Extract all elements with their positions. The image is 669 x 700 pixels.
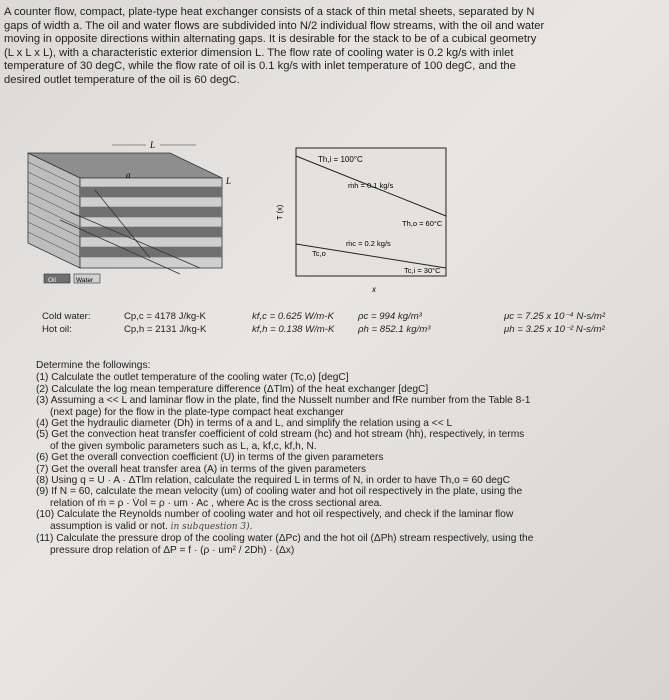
task-text: (11) Calculate the pressure drop of the cooling water (ΔPc) and the hot oil (ΔPh) stream respectively, using the (36, 533, 534, 545)
task-item (36, 452, 666, 463)
task-item (36, 372, 666, 383)
task-continuation: relation of ṁ = ρ · V̇ol = ρ · um · Ac , where Ac is the cross sectional area. (50, 497, 383, 509)
plate-stack (28, 153, 222, 274)
task-text-continued (36, 521, 666, 533)
figure-drawing (0, 128, 669, 296)
hot-outlet-label: Th,o = 60°C (402, 219, 443, 228)
hot-k: kf,h = 0.138 W/m-K (252, 324, 335, 335)
task-text: (7) Get the overall heat transfer area (A) in terms of the given parameters (36, 463, 367, 475)
property-table (42, 310, 662, 336)
cold-rho: ρc = 994 kg/m³ (358, 311, 422, 322)
task-text: (6) Get the overall convection coefficient (U) in terms of the given parameters (36, 452, 384, 464)
hot-flow-label: ṁh = 0.1 kg/s (348, 181, 394, 190)
task-item (36, 395, 666, 418)
cold-label: Cold water: (42, 311, 91, 322)
problem-statement (4, 6, 664, 88)
cold-outlet-label: Tc,o (312, 249, 326, 258)
task-text: (1) Calculate the outlet temperature of the cooling water (Tc,o) [degC] (36, 372, 349, 384)
hot-inlet-label: Th,i = 100°C (318, 155, 363, 164)
task-item (36, 418, 666, 429)
task-text: (3) Assuming a << L and laminar flow in the plate, find the Nusselt number and fRe number from the Table 8-1 (36, 395, 531, 407)
task-text-continued (36, 441, 666, 452)
figure (0, 128, 669, 296)
hot-label: Hot oil: (42, 324, 72, 335)
temperature-plot (275, 148, 446, 294)
task-text: (2) Calculate the log mean temperature difference (ΔTlm) of the heat exchanger [degC] (36, 383, 429, 395)
task-item (36, 429, 666, 452)
hot-oil-row (42, 323, 662, 336)
statement-line: A counter flow, compact, plate-type heat exchanger consists of a stack of thin metal sheets, separated by N (4, 6, 535, 18)
plot-ylabel: T (x) (275, 204, 284, 220)
task-item (36, 464, 666, 475)
statement-line: temperature of 30 degC, while the flow rate of oil is 0.1 kg/s with inlet temperature of 100 degC, and the (4, 60, 516, 73)
dim-L-side: L (226, 176, 232, 186)
task-heading: Determine the followings: (36, 360, 151, 371)
handwritten-note: in subquestion 3). (170, 521, 253, 532)
task-continuation: of the given symbolic parameters such as L, a, kf,c, kf,h, N. (50, 440, 317, 452)
task-text: (8) Using q = U · A · ΔTlm relation, calculate the required L in terms of N, in order to have Th,o = 60 degC (36, 475, 510, 487)
legend-oil: Oil (48, 277, 56, 284)
cold-mu: μc = 7.25 x 10⁻⁴ N-s/m² (504, 311, 606, 322)
task-item (36, 384, 666, 395)
cold-flow-label: ṁc = 0.2 kg/s (346, 239, 391, 248)
dim-a: a (126, 170, 131, 180)
statement-line: (L x L x L), with a characteristic exterior dimension L. The flow rate of cooling water is 0.2 kg/s with inlet (4, 46, 514, 59)
task-item (36, 509, 666, 533)
hot-rho: ρh = 852.1 kg/m³ (358, 324, 431, 335)
statement-line: moving in opposite directions within alternating gaps. It is desirable for the stack to be of a cubical geometry (4, 33, 537, 46)
hot-mu: μh = 3.25 x 10⁻² N-s/m² (504, 324, 605, 335)
statement-line: desired outlet temperature of the oil is 60 degC. (4, 73, 240, 86)
task-item (36, 533, 666, 556)
task-text: (10) Calculate the Reynolds number of cooling water and hot oil respectively, and check if the laminar flow (36, 509, 514, 521)
cold-inlet-label: Tc,i = 30°C (404, 266, 441, 275)
task-item (36, 475, 666, 486)
task-text-continued (36, 545, 666, 556)
hot-cp: Cp,h = 2131 J/kg-K (124, 324, 207, 335)
task-items (36, 372, 666, 556)
task-item (36, 486, 666, 509)
cold-cp: Cp,c = 4178 J/kg-K (124, 311, 206, 322)
task-list (36, 360, 666, 556)
task-continuation: pressure drop relation of ΔP = f · (ρ · um² / 2Dh) · (Δx) (50, 544, 295, 556)
task-text-continued (36, 498, 666, 509)
task-continuation: assumption is valid or not. (50, 520, 168, 532)
task-continuation: (next page) for the flow in the plate-type compact heat exchanger (50, 406, 344, 418)
dim-L-top: L (150, 140, 156, 150)
legend-water: Water (76, 277, 94, 284)
task-text: (4) Get the hydraulic diameter (Dh) in terms of a and L, and simplify the relation using a << L (36, 418, 453, 430)
cold-k: kf,c = 0.625 W/m-K (252, 311, 334, 322)
cold-water-row (42, 310, 662, 323)
task-text-continued (36, 407, 666, 418)
task-text: (9) If N = 60, calculate the mean velocity (um) of cooling water and hot oil respectively in the plate, using the (36, 486, 523, 498)
statement-line: gaps of width a. The oil and water flows are subdivided into N/2 individual flow streams, with the oil and water (4, 19, 545, 32)
task-text: (5) Get the convection heat transfer coefficient of cold stream (hc) and hot stream (hh), respectively, in terms (36, 429, 525, 441)
plot-xlabel: x (372, 285, 376, 294)
